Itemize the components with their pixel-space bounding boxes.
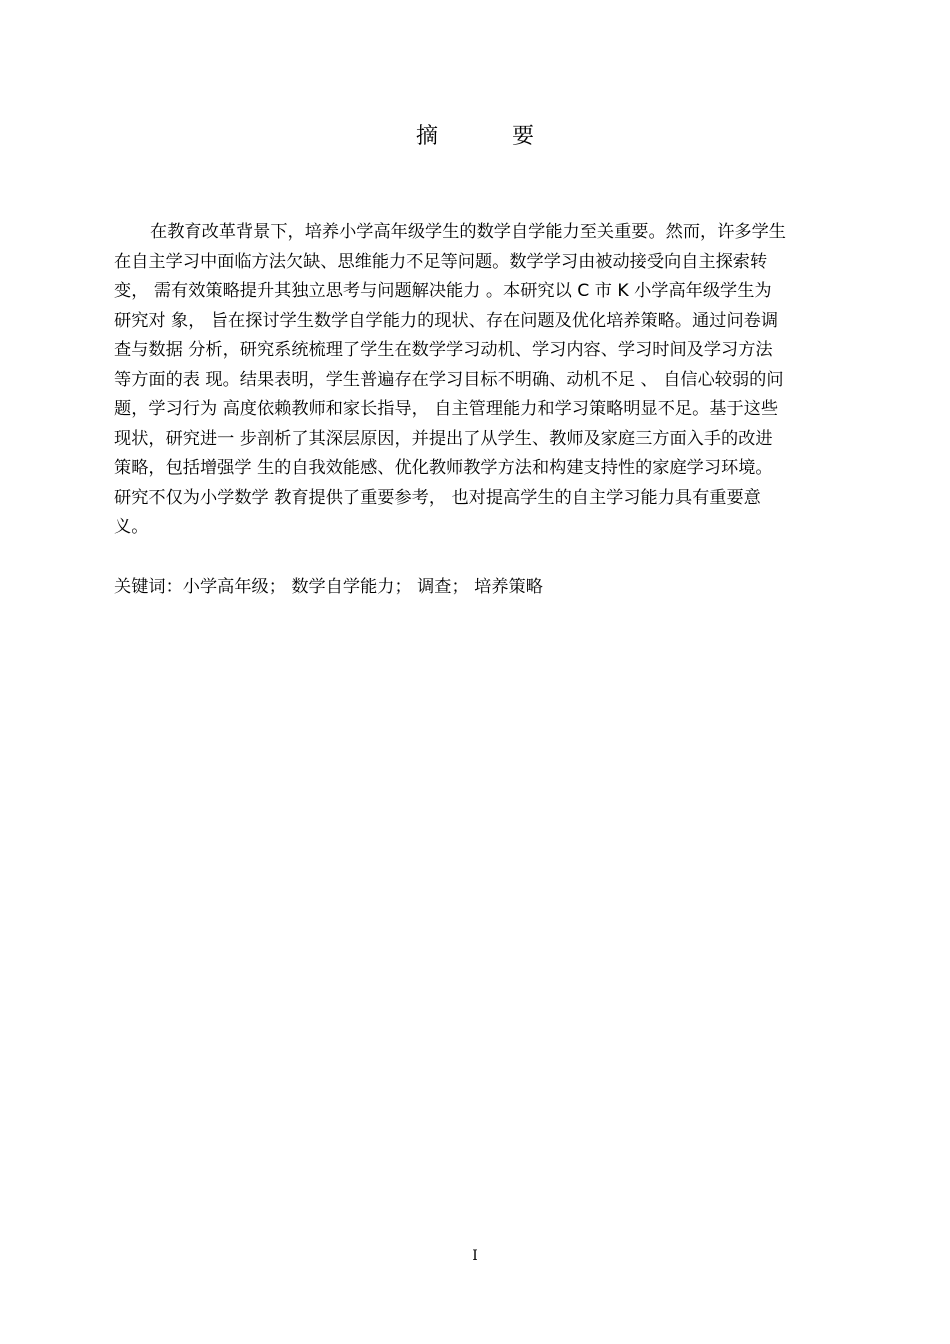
abstract-line: 题，学习行为 高度依赖教师和家长指导， 自主管理能力和学习策略明显不足。基于这些 [114, 399, 779, 419]
abstract-line: 研究对 象， 旨在探讨学生数学自学能力的现状、存在问题及优化培养策略。通过问卷调 [114, 310, 779, 331]
abstract-line: 研究不仅为小学数学 教育提供了重要参考， 也对提高学生的自主学习能力具有重要意 [114, 487, 761, 508]
abstract-line: 在自主学习中面临方法欠缺、思维能力不足等问题。数学学习由被动接受向自主探索转 [114, 251, 768, 272]
abstract-line: 查与数据 分析，研究系统梳理了学生在数学学习动机、学习内容、学习时间及学习方法 [114, 340, 773, 360]
abstract-line: 策略，包括增强学 生的自我效能感、优化教师教学方法和构建支持性的家庭学习环境。 [114, 458, 773, 478]
abstract-line: 在教育改革背景下，培养小学高年级学生的数学自学能力至关重要。然而，许多学生 [150, 222, 786, 242]
abstract-line: 义。 [114, 517, 149, 537]
abstract-line: 等方面的表 现。结果表明，学生普遍存在学习目标不明确、动机不足 、 自信心较弱的问 [114, 369, 784, 390]
abstract-title: 摘 要 [415, 124, 560, 149]
keywords-line: 关键词：小学高年级； 数学自学能力； 调查； 培养策略 [114, 577, 543, 597]
abstract-body [114, 218, 856, 543]
abstract-line: 变， 需有效策略提升其独立思考与问题解决能力 。本研究以 C 市 K 小学高年级学生为 [114, 281, 772, 301]
page-number: I [472, 1248, 478, 1264]
abstract-line: 现状，研究进一 步剖析了其深层原因，并提出了从学生、教师及家庭三方面入手的改进 [114, 428, 773, 449]
